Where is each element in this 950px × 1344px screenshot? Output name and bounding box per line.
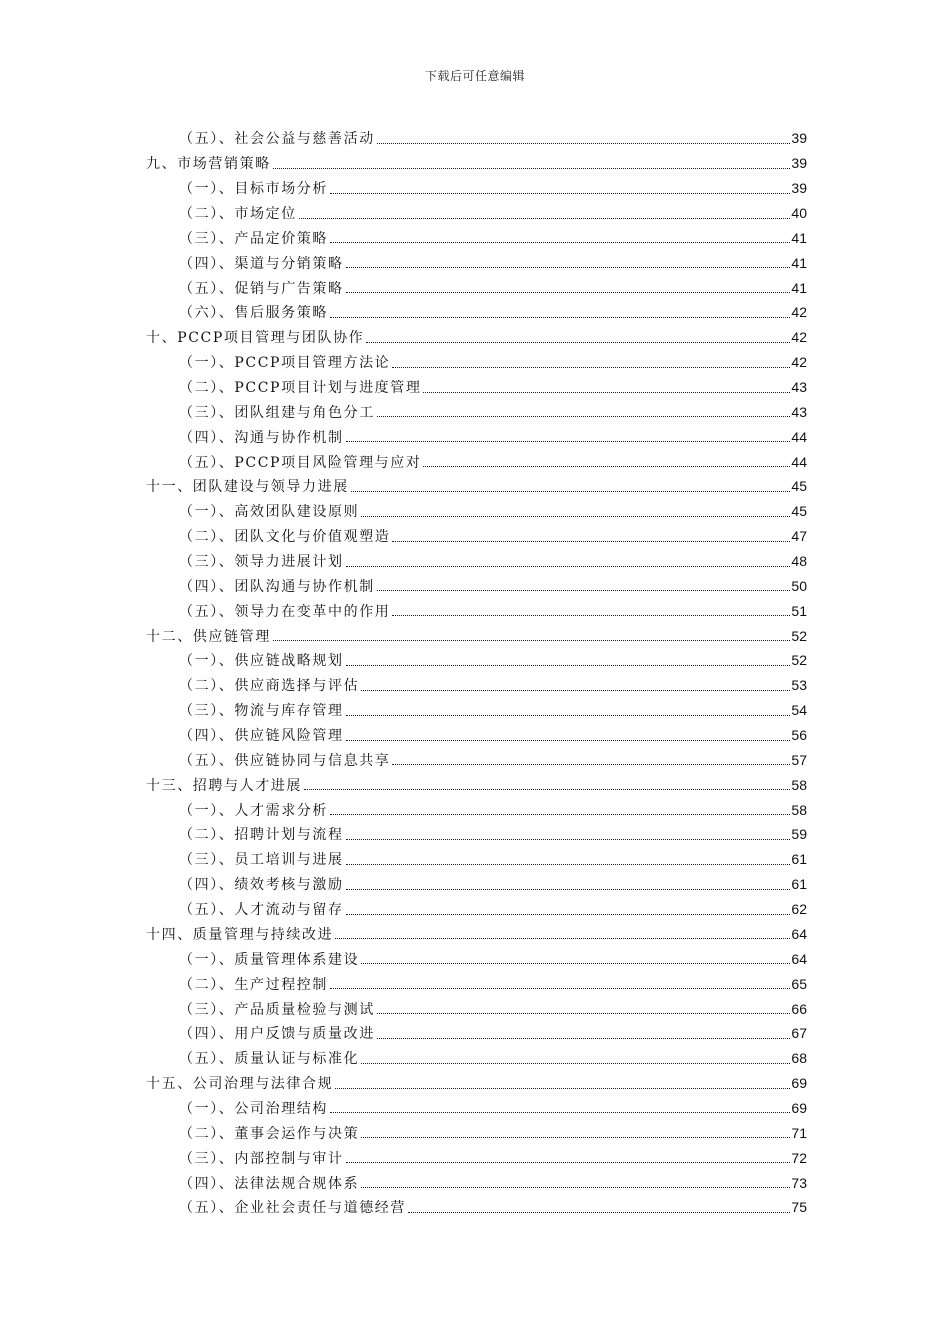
toc-section-entry[interactable] [0, 375, 950, 400]
toc-page-number: 62 [791, 901, 807, 918]
dot-leader [366, 328, 790, 343]
dot-leader [346, 1148, 791, 1163]
toc-page-number: 61 [791, 851, 807, 868]
toc-page-number: 71 [791, 1124, 807, 1141]
toc-chapter-entry[interactable] [0, 922, 950, 947]
toc-page-number: 41 [791, 279, 807, 296]
toc-section-entry[interactable] [0, 499, 950, 524]
toc-section-entry[interactable] [0, 1096, 950, 1121]
toc-page-number: 57 [791, 751, 807, 768]
dot-leader [361, 949, 790, 964]
toc-section-entry[interactable] [0, 176, 950, 201]
toc-page-number: 56 [791, 727, 807, 744]
toc-chapter-entry[interactable] [0, 772, 950, 797]
toc-entry-label: （一）、PCCP项目管理方法论 [179, 355, 391, 372]
toc-section-entry[interactable] [0, 897, 950, 922]
toc-page-number: 43 [791, 379, 807, 396]
toc-section-entry[interactable] [0, 1046, 950, 1071]
dot-leader [361, 1049, 790, 1064]
toc-chapter-entry[interactable] [0, 474, 950, 499]
toc-section-entry[interactable] [0, 275, 950, 300]
toc-section-entry[interactable] [0, 747, 950, 772]
toc-entry-label: （一）、人才需求分析 [179, 802, 328, 819]
toc-section-entry[interactable] [0, 971, 950, 996]
toc-entry-label: （四）、沟通与协作机制 [179, 429, 344, 446]
dot-leader [361, 502, 790, 517]
toc-entry-label: （五）、社会公益与慈善活动 [179, 131, 375, 148]
toc-section-entry[interactable] [0, 996, 950, 1021]
toc-entry-label: （一）、高效团队建设原则 [179, 504, 360, 521]
toc-chapter-entry[interactable] [0, 1071, 950, 1096]
toc-entry-label: （二）、团队文化与价值观塑造 [179, 529, 391, 546]
toc-entry-label: （五）、促销与广告策略 [179, 280, 344, 297]
toc-section-entry[interactable] [0, 648, 950, 673]
toc-section-entry[interactable] [0, 350, 950, 375]
toc-entry-label: 十五、公司治理与法律合规 [146, 1076, 334, 1093]
toc-section-entry[interactable] [0, 399, 950, 424]
toc-entry-label: （五）、领导力在变革中的作用 [179, 603, 391, 620]
toc-entry-label: （一）、质量管理体系建设 [179, 951, 360, 968]
toc-page-number: 58 [791, 776, 807, 793]
dot-leader [346, 850, 791, 865]
toc-entry-label: 十、PCCP项目管理与团队协作 [146, 330, 365, 347]
toc-entry-label: （二）、董事会运作与决策 [179, 1125, 360, 1142]
toc-page-number: 52 [791, 627, 807, 644]
toc-page-number: 75 [791, 1199, 807, 1216]
toc-chapter-entry[interactable] [0, 623, 950, 648]
dot-leader [346, 253, 791, 268]
toc-page-number: 64 [791, 950, 807, 967]
toc-entry-label: （二）、PCCP项目计划与进度管理 [179, 380, 422, 397]
dot-leader [361, 1123, 790, 1138]
toc-section-entry[interactable] [0, 872, 950, 897]
toc-entry-label: （二）、招聘计划与流程 [179, 827, 344, 844]
toc-entry-label: （四）、用户反馈与质量改进 [179, 1026, 375, 1043]
dot-leader [335, 924, 790, 939]
toc-entry-label: （四）、渠道与分销策略 [179, 255, 344, 272]
toc-section-entry[interactable] [0, 449, 950, 474]
toc-chapter-entry[interactable] [0, 325, 950, 350]
toc-section-entry[interactable] [0, 300, 950, 325]
toc-page-number: 44 [791, 453, 807, 470]
toc-page-number: 65 [791, 975, 807, 992]
toc-page-number: 45 [791, 503, 807, 520]
toc-entry-label: （三）、内部控制与审计 [179, 1150, 344, 1167]
dot-leader [335, 1074, 790, 1089]
toc-page-number: 39 [791, 130, 807, 147]
dot-leader [330, 800, 790, 815]
dot-leader [273, 626, 791, 641]
toc-page-number: 73 [791, 1174, 807, 1191]
toc-page-number: 44 [791, 428, 807, 445]
dot-leader [273, 154, 791, 169]
toc-entry-label: （三）、产品定价策略 [179, 230, 328, 247]
dot-leader [330, 228, 790, 243]
toc-page-number: 45 [791, 478, 807, 495]
toc-page-number: 41 [791, 254, 807, 271]
toc-entry-label: （三）、员工培训与进展 [179, 852, 344, 869]
dot-leader [361, 1173, 790, 1188]
toc-page-number: 43 [791, 403, 807, 420]
toc-entry-label: （二）、生产过程控制 [179, 976, 328, 993]
toc-section-entry[interactable] [0, 201, 950, 226]
toc-page-number: 69 [791, 1099, 807, 1116]
toc-section-entry[interactable] [0, 698, 950, 723]
toc-entry-label: （五）、质量认证与标准化 [179, 1051, 360, 1068]
toc-section-entry[interactable] [0, 573, 950, 598]
toc-page-number: 42 [791, 354, 807, 371]
toc-page-number: 39 [791, 180, 807, 197]
toc-section-entry[interactable] [0, 524, 950, 549]
toc-page-number: 61 [791, 876, 807, 893]
toc-section-entry[interactable] [0, 1195, 950, 1220]
toc-section-entry[interactable] [0, 847, 950, 872]
dot-leader [377, 999, 791, 1014]
toc-entry-label: （一）、目标市场分析 [179, 181, 328, 198]
toc-page-number: 58 [791, 801, 807, 818]
toc-entry-label: （三）、物流与库存管理 [179, 703, 344, 720]
toc-page-number: 66 [791, 1000, 807, 1017]
toc-section-entry[interactable] [0, 946, 950, 971]
table-of-contents [0, 126, 950, 1220]
toc-page-number: 52 [791, 652, 807, 669]
toc-section-entry[interactable] [0, 424, 950, 449]
toc-section-entry[interactable] [0, 549, 950, 574]
toc-entry-label: （四）、绩效考核与激励 [179, 877, 344, 894]
dot-leader [377, 1024, 791, 1039]
toc-entry-label: （四）、法律法规合规体系 [179, 1175, 360, 1192]
toc-entry-label: 十三、招聘与人才进展 [146, 777, 302, 794]
toc-entry-label: （一）、公司治理结构 [179, 1100, 328, 1117]
dot-leader [346, 875, 791, 890]
dot-leader [330, 1098, 790, 1113]
toc-page-number: 68 [791, 1050, 807, 1067]
dot-leader [351, 477, 791, 492]
dot-leader [423, 452, 790, 467]
dot-leader [423, 378, 790, 393]
dot-leader [408, 1198, 790, 1213]
dot-leader [330, 974, 790, 989]
dot-leader [392, 601, 790, 616]
toc-section-entry[interactable] [0, 598, 950, 623]
dot-leader [299, 204, 791, 219]
toc-entry-label: （二）、市场定位 [179, 206, 297, 222]
toc-section-entry[interactable] [0, 225, 950, 250]
toc-section-entry[interactable] [0, 250, 950, 275]
toc-entry-label: （三）、团队组建与角色分工 [179, 404, 375, 421]
dot-leader [346, 701, 791, 716]
dot-leader [377, 402, 791, 417]
dot-leader [346, 427, 791, 442]
toc-section-entry[interactable] [0, 797, 950, 822]
dot-leader [392, 750, 790, 765]
toc-section-entry[interactable] [0, 1170, 950, 1195]
toc-entry-label: （四）、团队沟通与协作机制 [179, 578, 375, 595]
toc-page-number: 47 [791, 528, 807, 545]
dot-leader [346, 900, 791, 915]
dot-leader [377, 576, 791, 591]
dot-leader [346, 651, 791, 666]
toc-page-number: 50 [791, 577, 807, 594]
page-header: 下载后可任意编辑 [424, 69, 525, 83]
toc-page-number: 69 [791, 1075, 807, 1092]
toc-page-number: 51 [791, 602, 807, 619]
toc-section-entry[interactable] [0, 1021, 950, 1046]
dot-leader [346, 552, 791, 567]
dot-leader [330, 179, 790, 194]
toc-page-number: 41 [791, 229, 807, 246]
toc-section-entry[interactable] [0, 723, 950, 748]
toc-chapter-entry[interactable] [0, 151, 950, 176]
toc-section-entry[interactable] [0, 673, 950, 698]
toc-page-number: 39 [791, 155, 807, 172]
toc-entry-label: （四）、供应链风险管理 [179, 728, 344, 745]
toc-entry-label: （五）、供应链协同与信息共享 [179, 752, 391, 769]
toc-page-number: 42 [791, 329, 807, 346]
toc-entry-label: （三）、领导力进展计划 [179, 554, 344, 571]
toc-page-number: 54 [791, 702, 807, 719]
toc-entry-label: （五）、PCCP项目风险管理与应对 [179, 454, 422, 471]
toc-entry-label: （五）、人才流动与留存 [179, 902, 344, 919]
dot-leader [304, 775, 790, 790]
toc-entry-label: 十四、质量管理与持续改进 [146, 926, 334, 943]
toc-page-number: 72 [791, 1149, 807, 1166]
dot-leader [346, 726, 791, 741]
dot-leader [392, 353, 790, 368]
toc-entry-label: （六）、售后服务策略 [179, 305, 328, 322]
toc-section-entry[interactable] [0, 126, 950, 151]
dot-leader [330, 303, 790, 318]
toc-entry-label: （二）、供应商选择与评估 [179, 678, 360, 695]
toc-page-number: 53 [791, 677, 807, 694]
toc-page-number: 59 [791, 826, 807, 843]
toc-page-number: 48 [791, 553, 807, 570]
toc-entry-label: 九、市场营销策略 [146, 156, 271, 173]
dot-leader [346, 278, 791, 293]
toc-entry-label: （五）、企业社会责任与道德经营 [179, 1200, 406, 1217]
toc-entry-label: 十二、供应链管理 [146, 628, 271, 645]
toc-page-number: 64 [791, 925, 807, 942]
dot-leader [346, 825, 791, 840]
toc-entry-label: （三）、产品质量检验与测试 [179, 1001, 375, 1018]
dot-leader [361, 676, 790, 691]
toc-section-entry[interactable] [0, 1120, 950, 1145]
toc-page-number: 42 [791, 304, 807, 321]
toc-entry-label: 十一、团队建设与领导力进展 [146, 479, 349, 496]
toc-section-entry[interactable] [0, 822, 950, 847]
toc-section-entry[interactable] [0, 1145, 950, 1170]
dot-leader [377, 129, 791, 144]
toc-page-number: 67 [791, 1025, 807, 1042]
toc-page-number: 40 [791, 205, 807, 221]
toc-entry-label: （一）、供应链战略规划 [179, 653, 344, 670]
dot-leader [392, 527, 790, 542]
